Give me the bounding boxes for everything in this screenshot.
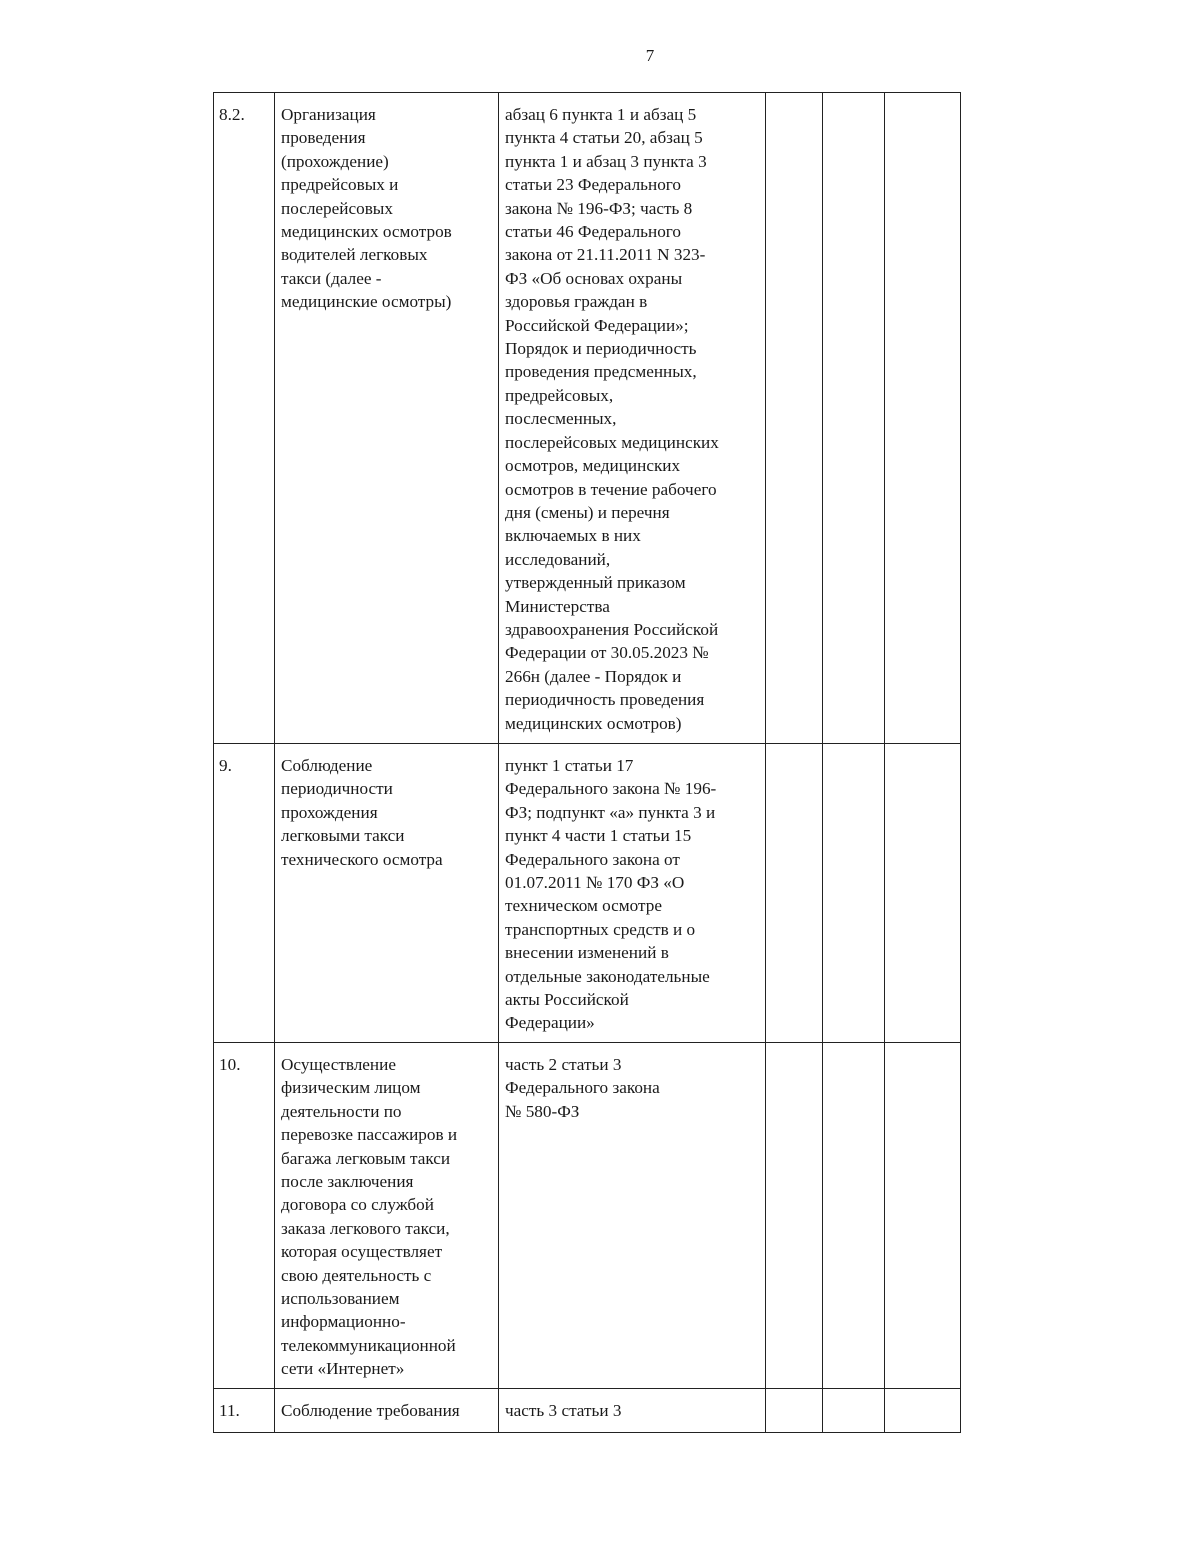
legal-reference: пункт 1 статьи 17 Федерального закона № 196- ФЗ; подпункт «а» пункта 3 и пункт 4 части 1 статьи 15 Федерального закона от 01.07.2011 № 170 ФЗ «О техническом осмотре транспортных средств и о внесении изменений в отдельные законодательные акты Российской Федерации» (499, 744, 766, 1043)
empty-cell (823, 93, 885, 744)
legal-reference: часть 2 статьи 3 Федерального закона № 580-ФЗ (499, 1043, 766, 1389)
table-row (214, 744, 961, 1043)
requirement-text: Соблюдение требования (275, 1389, 499, 1433)
requirement-text: Организация проведения (прохождение) предрейсовых и послерейсовых медицинских осмотров водителей легковых такси (далее - медицинские осмотры) (275, 93, 499, 744)
table-row (214, 1043, 961, 1389)
legal-reference: абзац 6 пункта 1 и абзац 5 пункта 4 статьи 20, абзац 5 пункта 1 и абзац 3 пункта 3 статьи 23 Федерального закона № 196-ФЗ; часть 8 статьи 46 Федерального закона от 21.11.2011 N 323- ФЗ «Об основах охраны здоровья граждан в Российской Федерации»; Порядок и периодичность проведения предсменных, предрейсовых, послесменных, послерейсовых медицинских осмотров, медицинских осмотров в течение рабочего дня (смены) и перечня включаемых в них исследований, утвержденный приказом Министерства здравоохранения Российской Федерации от 30.05.2023 № 266н (далее - Порядок и периодичность проведения медицинских осмотров) (499, 93, 766, 744)
page-number: 7 (645, 46, 655, 65)
table-row (214, 93, 961, 744)
row-number: 9. (214, 744, 275, 1043)
empty-cell (885, 1043, 961, 1389)
requirements-table (213, 92, 961, 1433)
empty-cell (823, 1043, 885, 1389)
empty-cell (766, 1389, 823, 1433)
empty-cell (823, 744, 885, 1043)
row-number: 11. (214, 1389, 275, 1433)
empty-cell (766, 93, 823, 744)
empty-cell (766, 1043, 823, 1389)
legal-reference: часть 3 статьи 3 (499, 1389, 766, 1433)
empty-cell (885, 93, 961, 744)
empty-cell (766, 744, 823, 1043)
empty-cell (823, 1389, 885, 1433)
requirement-text: Осуществление физическим лицом деятельности по перевозке пассажиров и багажа легковым такси после заключения договора со службой заказа легкового такси, которая осуществляет свою деятельность с использованием информационно- телекоммуникационной сети «Интернет» (275, 1043, 499, 1389)
row-number: 8.2. (214, 93, 275, 744)
empty-cell (885, 1389, 961, 1433)
table-row (214, 1389, 961, 1433)
empty-cell (885, 744, 961, 1043)
requirement-text: Соблюдение периодичности прохождения легковыми такси технического осмотра (275, 744, 499, 1043)
row-number: 10. (214, 1043, 275, 1389)
